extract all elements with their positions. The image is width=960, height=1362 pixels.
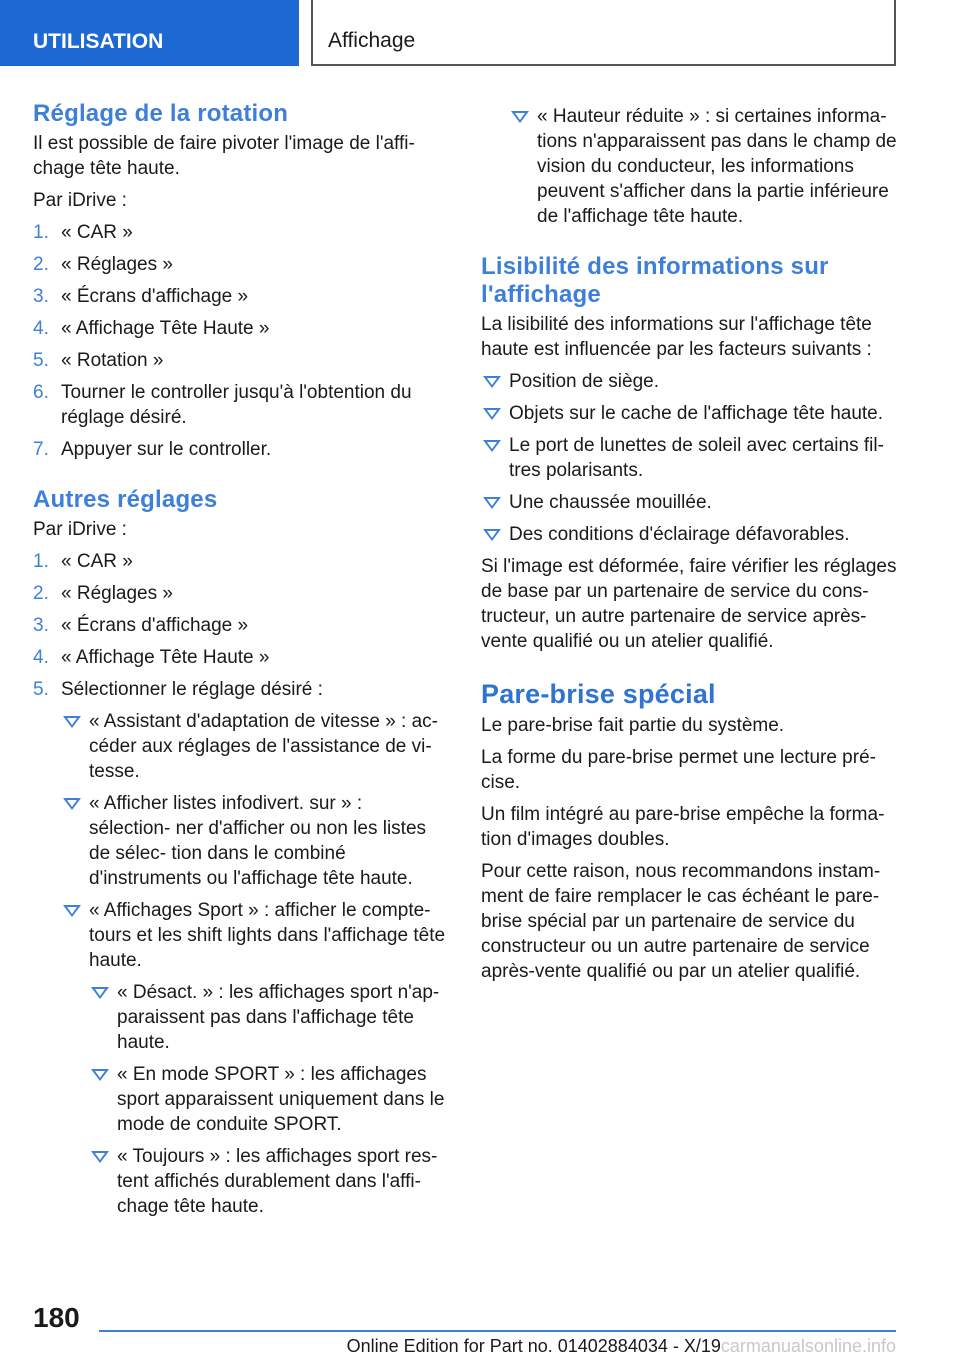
- rotation-via: Par iDrive :: [33, 190, 127, 211]
- list-item: 3. « Écrans d'affichage »: [33, 286, 249, 307]
- footer-divider: [99, 1330, 896, 1332]
- legibility-note: Si l'image est déformée, faire vérifier les réglages de base par un partenaire de service du cons‐ tructeur, un autre partenaire de service après- vente qualifié ou un atelier qualifié.: [481, 556, 897, 652]
- triangle-bullet-icon: [91, 1151, 109, 1163]
- legibility-section: [481, 253, 899, 654]
- legibility-factors: [481, 369, 899, 547]
- legibility-intro: La lisibilité des informations sur l'affichage tête haute est influencée par les facteurs suivants :: [481, 314, 872, 360]
- section-tab: UTILISATION: [0, 0, 299, 66]
- watermark: carmanualsonline.info: [720, 1336, 896, 1356]
- windshield-section: [481, 678, 899, 984]
- windshield-p2: La forme du pare-brise permet une lecture pré‐ cise.: [481, 747, 876, 793]
- triangle-bullet-icon: [91, 987, 109, 999]
- legibility-title: Lisibilité des informations sur l'affichage: [481, 253, 829, 308]
- other-settings-title: Autres réglages: [33, 486, 218, 513]
- options-list: [61, 709, 448, 1219]
- continued-options-list: [481, 104, 899, 229]
- list-item: Position de siège.: [481, 369, 899, 394]
- footer-edition: Online Edition for Part no. 01402884034 - X/19carmanualsonline.info: [346, 1336, 896, 1356]
- list-item: 1. « CAR »: [33, 222, 133, 243]
- list-item: 3. « Écrans d'affichage »: [33, 615, 249, 636]
- list-item: 5. Sélectionner le réglage désiré : « Assistant d'adaptation de vitesse » : ac‐ céder aux réglages de l'assistance de vi‐ tesse. « Afficher listes infodivert. sur » : sélection‐ ner d'afficher ou non les listes de sélec‐ tion dans le combiné d'instruments ou l'affichage tête haute. « Affichages Sport » : afficher le compte- tours et les shift lights dans l'affichage tête haute. « Désact. » : les affichages sport n'ap‐ paraissent pas dans l'affichage tête haute. « En mode SPORT » : les affichages sport apparaissent uniquement dans le mode de conduite SPORT. « Toujours » : les affichages sport res‐ tent affichés durablement dans l'affi‐ chage tête haute.: [33, 677, 448, 1219]
- right-column: [481, 104, 899, 1008]
- chapter-tab: Affichage: [311, 0, 896, 66]
- sport-options-list: [89, 980, 448, 1219]
- triangle-bullet-icon: [63, 798, 81, 810]
- triangle-bullet-icon: [63, 716, 81, 728]
- list-item: 2. « Réglages »: [33, 583, 173, 604]
- triangle-bullet-icon: [483, 408, 501, 420]
- list-item: « Assistant d'adaptation de vitesse » : ac‐ céder aux réglages de l'assistance de vi‐ tesse.: [61, 709, 448, 784]
- rotation-section: [33, 100, 448, 462]
- list-item: « Toujours » : les affichages sport res‐ tent affichés durablement dans l'affi‐ chage tête haute.: [89, 1144, 448, 1219]
- list-item: 2. « Réglages »: [33, 254, 173, 275]
- list-item: 4. « Affichage Tête Haute »: [33, 318, 270, 339]
- list-item: « Afficher listes infodivert. sur » : sélection‐ ner d'afficher ou non les listes de sélec‐ tion dans le combiné d'instruments ou l'affichage tête haute.: [61, 791, 448, 891]
- list-item: « Hauteur réduite » : si certaines informa‐ tions n'apparaissent pas dans le champ de vision du conducteur, les informations peuvent s'afficher dans la partie inférieure de l'affichage tête haute.: [509, 104, 899, 229]
- list-item: Des conditions d'éclairage défavorables.: [481, 522, 899, 547]
- triangle-bullet-icon: [63, 905, 81, 917]
- other-settings-via: Par iDrive :: [33, 519, 127, 540]
- triangle-bullet-icon: [483, 440, 501, 452]
- triangle-bullet-icon: [483, 497, 501, 509]
- list-item: Une chaussée mouillée.: [481, 490, 899, 515]
- rotation-steps: [33, 220, 448, 462]
- left-column: [33, 100, 448, 1243]
- windshield-p1: Le pare-brise fait partie du système.: [481, 715, 785, 736]
- list-item: 7. Appuyer sur le controller.: [33, 439, 272, 460]
- page-number: 180: [33, 1302, 80, 1333]
- list-item: 1. « CAR »: [33, 551, 133, 572]
- list-item: « Désact. » : les affichages sport n'ap‐ paraissent pas dans l'affichage tête haute.: [89, 980, 448, 1055]
- rotation-intro: Il est possible de faire pivoter l'image de l'affi‐ chage tête haute.: [33, 133, 415, 179]
- list-item: « En mode SPORT » : les affichages sport apparaissent uniquement dans le mode de conduite SPORT.: [89, 1062, 448, 1137]
- windshield-p3: Un film intégré au pare-brise empêche la forma‐ tion d'images doubles.: [481, 804, 885, 850]
- list-item: Le port de lunettes de soleil avec certains fil‐ tres polarisants.: [481, 433, 899, 483]
- windshield-p4: Pour cette raison, nous recommandons instam‐ ment de faire remplacer le cas échéant le pare- brise spécial par un partenaire de service du constructeur ou un autre partenaire de service après-vente qualifié ou par un atelier qualifié.: [481, 861, 881, 982]
- list-item: 6. Tourner le controller jusqu'à l'obtention du réglage désiré.: [33, 382, 412, 428]
- triangle-bullet-icon: [511, 111, 529, 123]
- triangle-bullet-icon: [483, 376, 501, 388]
- triangle-bullet-icon: [483, 529, 501, 541]
- other-settings-section: [33, 486, 448, 1219]
- other-settings-steps: [33, 549, 448, 1219]
- list-item: Objets sur le cache de l'affichage tête haute.: [481, 401, 899, 426]
- windshield-title: Pare-brise spécial: [481, 679, 716, 709]
- triangle-bullet-icon: [91, 1069, 109, 1081]
- list-item: 4. « Affichage Tête Haute »: [33, 647, 270, 668]
- rotation-title: Réglage de la rotation: [33, 100, 289, 127]
- list-item: 5. « Rotation »: [33, 350, 164, 371]
- list-item: « Affichages Sport » : afficher le compte- tours et les shift lights dans l'affichage tête haute. « Désact. » : les affichages sport n'ap‐ paraissent pas dans l'affichage tête haute. « En mode SPORT » : les affichages sport apparaissent uniquement dans le mode de conduite SPORT. « Toujours » : les affichages sport res‐ tent affichés durablement dans l'affi‐ chage tête haute.: [61, 898, 448, 1219]
